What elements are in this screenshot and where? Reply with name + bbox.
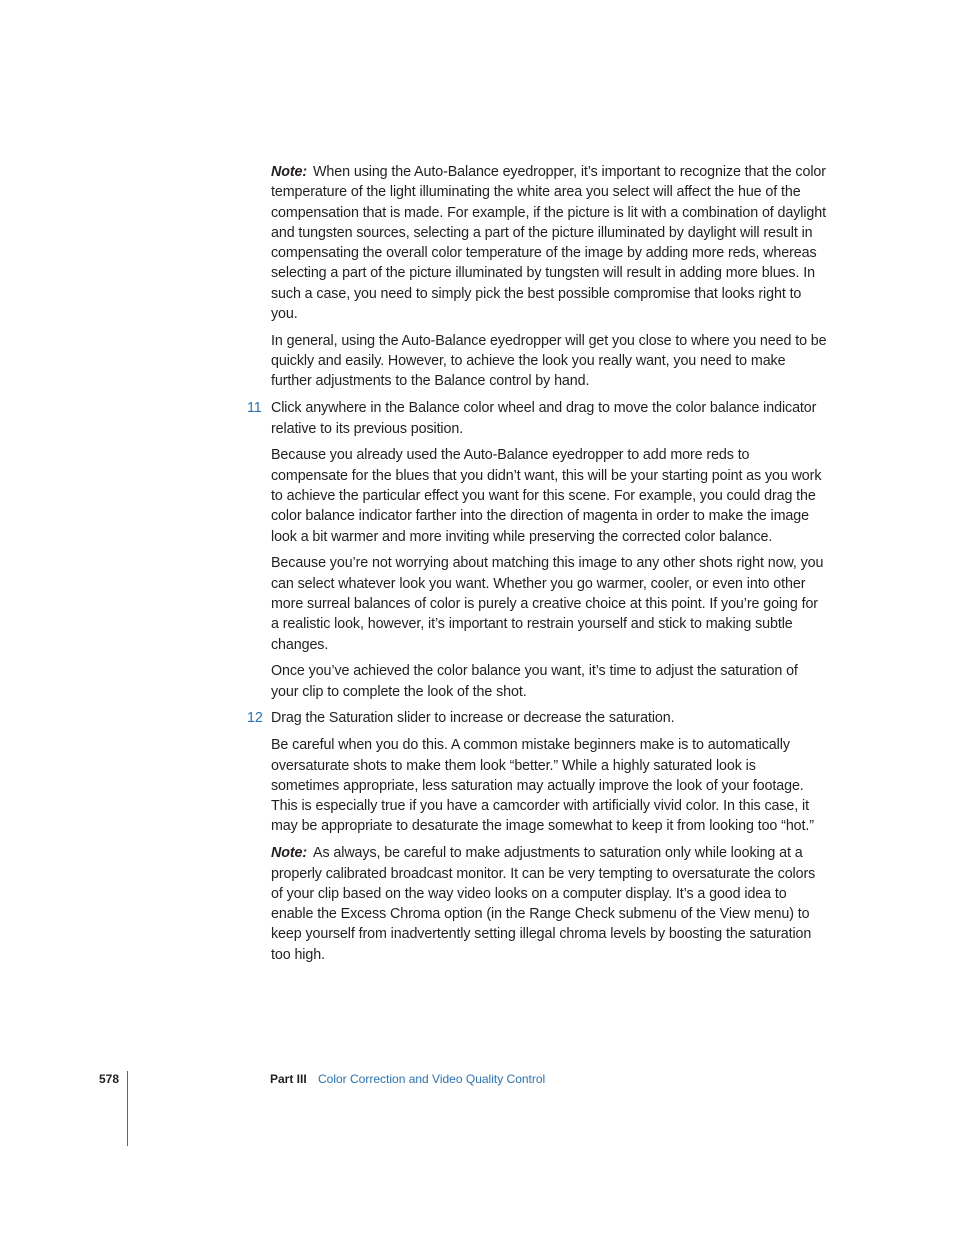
page-body xyxy=(247,162,827,971)
note-text: When using the Auto-Balance eyedropper, it’s important to recognize that the color temperature of the light illuminating the white area you select will affect the hue of the compensation that is made. For example, if the picture is lit with a combination of daylight and tungsten sources, selecting a part of the picture illuminated by daylight will result in compensating the overall color temperature of the image by adding more reds, whereas selecting a part of the picture illuminated by tungsten will result in adding more blues. In such a case, you need to simply pick the best possible compromise that looks right to you. xyxy=(271,164,827,323)
step-item-11 xyxy=(247,398,827,439)
footer-chapter-title: Color Correction and Video Quality Control xyxy=(318,1072,546,1086)
body-paragraph: Because you already used the Auto-Balance eyedropper to add more reds to compensate for the blues that you didn’t want, this will be your starting point as you work to achieve the particular effect you want for this scene. For example, you could drag the color balance indicator farther into the direction of magenta in order to make the image look a bit warmer and more inviting while preserving the corrected color balance. xyxy=(271,447,822,545)
footer-part-label: Part III xyxy=(270,1072,307,1086)
note-text: As always, be careful to make adjustments to saturation only while looking at a properly calibrated broadcast monitor. It can be very tempting to oversaturate the colors of your clip based on the way video looks on a computer display. It’s a good idea to enable the Excess Chroma option (in the Range Check submenu of the View menu) to keep yourself from inadvertently setting illegal chroma levels by boosting the saturation too high. xyxy=(271,845,816,963)
footer-divider xyxy=(127,1071,128,1146)
step-text: Click anywhere in the Balance color wheel and drag to move the color balance indicator relative to its previous position. xyxy=(271,400,817,437)
note-paragraph-auto-balance xyxy=(271,162,827,324)
step-number: 12 xyxy=(247,710,263,727)
body-paragraph: Because you’re not worrying about matching this image to any other shots right now, you can select whatever look you want. Whether you go warmer, cooler, or even into other more surreal balances of color is purely a creative choice at this point. If you’re going for a realistic look, however, it’s important to restrain yourself and stick to making subtle changes. xyxy=(271,555,824,653)
body-paragraph: Be careful when you do this. A common mistake beginners make is to automatically oversaturate shots to make them look “better.” While a highly saturated look is sometimes appropriate, less saturation may actually improve the look of your footage. This is especially true if you have a camcorder with artificially vivid color. In this case, it may be appropriate to desaturate the image somewhat to keep it from looking too “hot.” xyxy=(271,737,814,835)
step-text: Drag the Saturation slider to increase or decrease the saturation. xyxy=(271,710,675,727)
body-paragraph: Once you’ve achieved the color balance you want, it’s time to adjust the saturation of your clip to complete the look of the shot. xyxy=(271,663,798,700)
body-paragraph: In general, using the Auto-Balance eyedropper will get you close to where you need to be quickly and easily. However, to achieve the look you really want, you need to make further adjustments to the Balance control by hand. xyxy=(271,332,827,390)
step-item-12 xyxy=(247,708,827,728)
page-number: 578 xyxy=(99,1072,120,1086)
note-label: Note: xyxy=(271,845,308,862)
note-label: Note: xyxy=(271,164,308,180)
step-number: 11 xyxy=(247,400,262,417)
note-paragraph-saturation xyxy=(271,843,827,965)
